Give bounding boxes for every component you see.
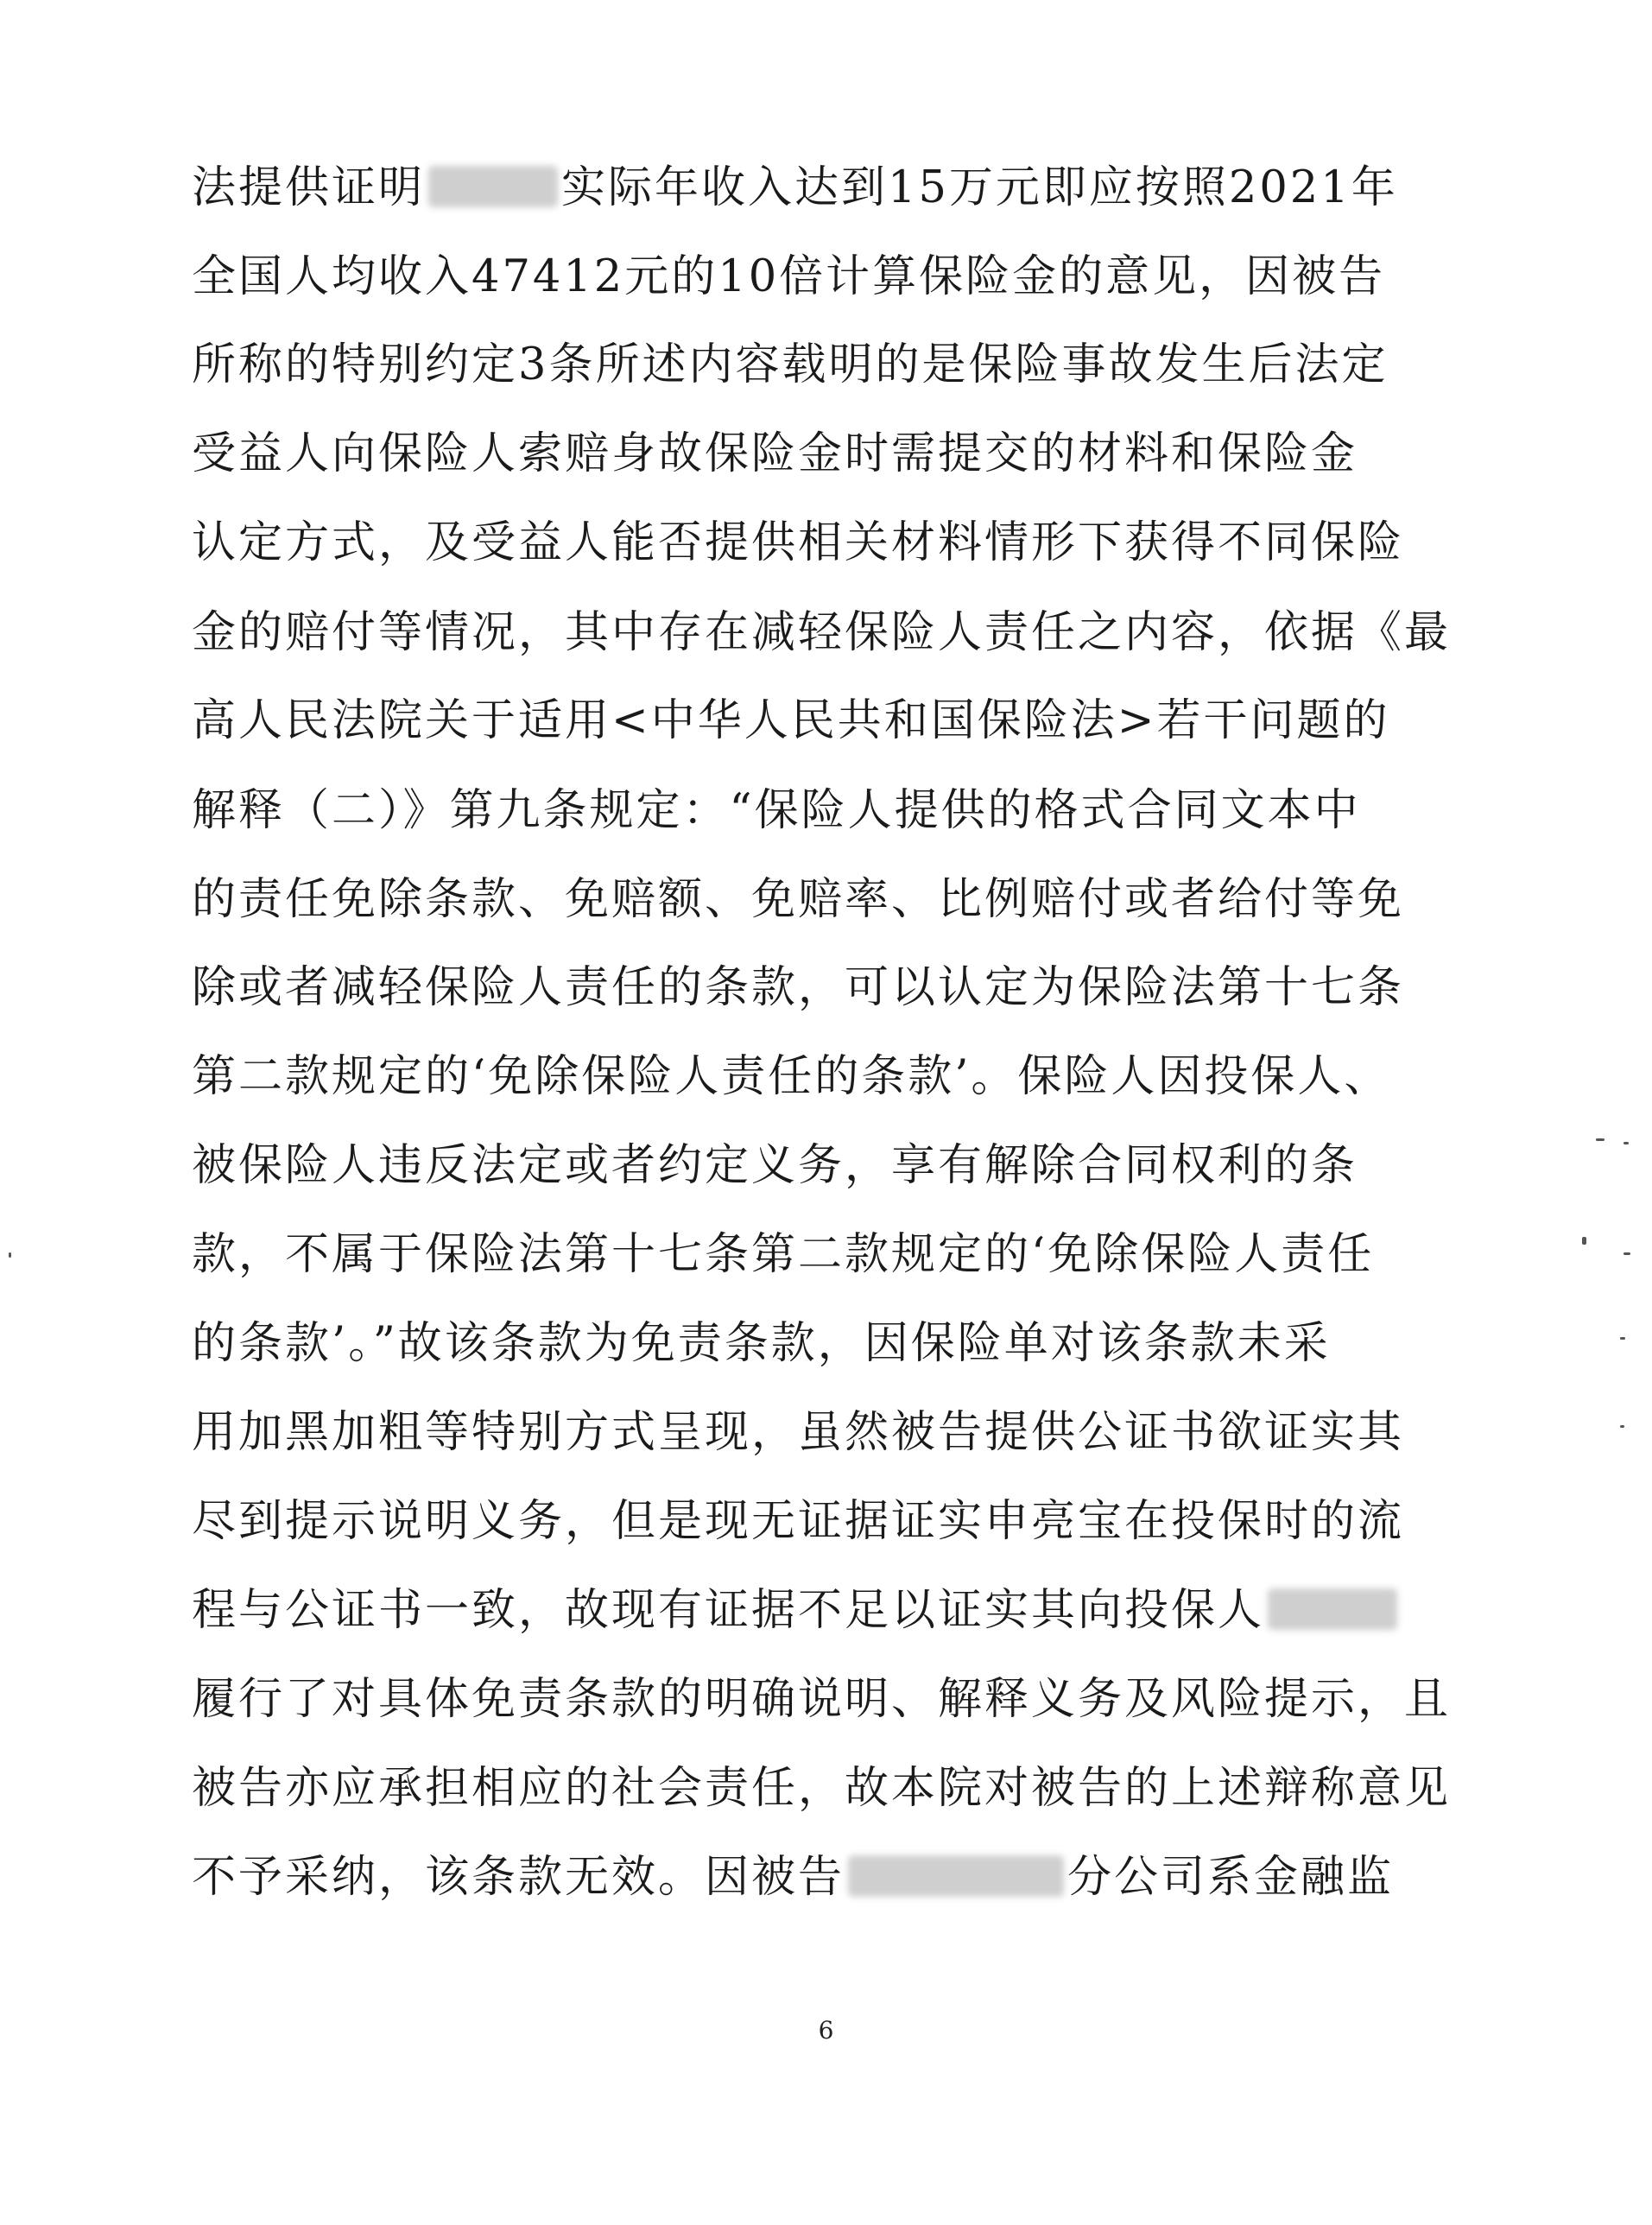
scan-speck — [1620, 1337, 1625, 1340]
text-line: 受益人向保险人索赔身故保险金时需提交的材料和保险金 — [192, 428, 1358, 479]
page-number: 6 — [818, 2016, 834, 2044]
text-line: 用加黑加粗等特别方式呈现，虽然被告提供公证书欲证实其 — [192, 1407, 1405, 1458]
text-line: 高人民法院关于适用<中华人民共和国保险法>若干问题的 — [192, 695, 1390, 746]
text-line: 金的赔付等情况，其中存在减轻保险人责任之内容，依据《最 — [192, 607, 1452, 658]
text-segment: 程与公证书一致，故现有证据不足以证实其向投保人 — [192, 1585, 1265, 1636]
text-line: 被告亦应承担相应的社会责任，故本院对被告的上述辩称意见 — [192, 1763, 1452, 1814]
text-line: 第二款规定的‘免除保险人责任的条款’。保险人因投保人、 — [192, 1051, 1391, 1102]
text-line: 款，不属于保险法第十七条第二款规定的‘免除保险人责任 — [192, 1229, 1375, 1280]
text-segment: 实际年收入达到15万元即应按照2021年 — [561, 162, 1398, 213]
text-line: 解释（二）》第九条规定：“保险人提供的格式合同文本中 — [192, 785, 1361, 836]
text-line: 所称的特别约定3条所述内容载明的是保险事故发生后法定 — [192, 339, 1389, 390]
text-line: 全国人均收入47412元的10倍计算保险金的意见，因被告 — [192, 251, 1386, 302]
text-segment: 分公司系金融监 — [1067, 1852, 1395, 1903]
text-line: 被保险人违反法定或者约定义务，享有解除合同权利的条 — [192, 1140, 1358, 1191]
text-line: 认定方式，及受益人能否提供相关材料情形下获得不同保险 — [192, 517, 1405, 568]
text-line: 履行了对具体免责条款的明确说明、解释义务及风险提示，且 — [192, 1674, 1452, 1725]
redacted-company — [848, 1855, 1064, 1897]
scan-speck — [1596, 1138, 1605, 1141]
text-line: 的责任免除条款、免赔额、免赔率、比例赔付或者给付等免 — [192, 874, 1405, 925]
text-line — [192, 1848, 1418, 1908]
redacted-name — [1268, 1588, 1397, 1630]
text-line: 除或者减轻保险人责任的条款，可以认定为保险法第十七条 — [192, 962, 1405, 1013]
text-segment: 法提供证明 — [192, 162, 426, 213]
redacted-name — [428, 166, 558, 207]
text-line: 的条款’。”故该条款为免责条款，因保险单对该条款未采 — [192, 1318, 1331, 1369]
scan-speck — [1624, 1142, 1629, 1144]
scan-speck — [1624, 1252, 1630, 1255]
scan-speck — [1582, 1237, 1586, 1245]
scan-speck — [9, 1252, 11, 1258]
scan-speck — [1620, 1425, 1624, 1428]
text-line — [192, 1581, 1418, 1641]
text-line — [192, 158, 1418, 219]
text-segment: 不予采纳，该条款无效。因被告 — [192, 1852, 845, 1903]
text-line: 尽到提示说明义务，但是现无证据证实申亮宝在投保时的流 — [192, 1496, 1405, 1547]
